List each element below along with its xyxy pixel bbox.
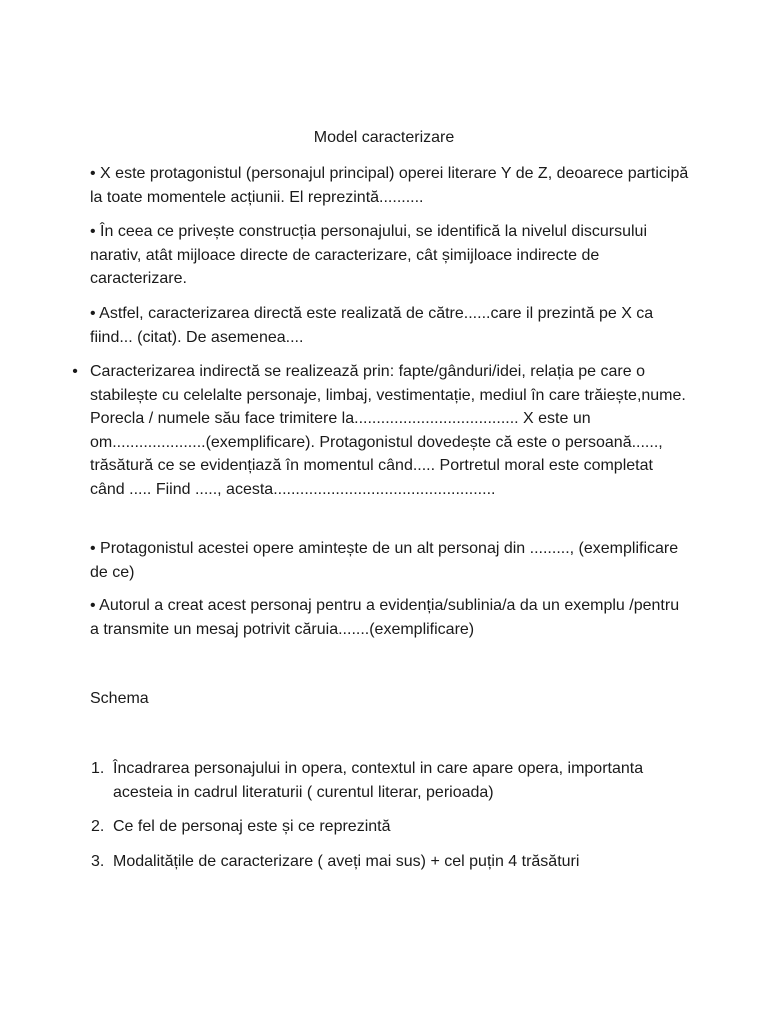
schema-item-text: Încadrarea personajului in opera, contextul in care apare opera, importanta acesteia in cadrul literaturii ( curentul literar, perioada)	[113, 760, 644, 801]
schema-item	[91, 757, 703, 804]
paragraph-direct-characterization: • Astfel, caracterizarea directă este realizată de către......care il prezintă pe X ca fiind... (citat). De asemenea....	[90, 305, 654, 346]
schema-heading: Schema	[90, 690, 149, 707]
paragraph-indirect-characterization: Caracterizarea indirectă se realizează prin: fapte/gânduri/idei, relația pe care o stabilește cu celelalte personaje, limbaj, vestimentație, mediul în care trăiește,nume. Porecla / numele său face trimitere la..................................... X este un om.....................(exemplificare). Protagonistul dovedește că este o persoană......, trăsătură ce se evidențiază în momentul când..... Portretul moral este completat când ..... Fiind ....., acesta..................................................	[90, 363, 686, 498]
paragraph-protagonist: • X este protagonistul (personajul principal) operei literare Y de Z, deoarece participă la toate momentele acțiunii. El reprezintă..........	[90, 165, 689, 206]
schema-item	[91, 815, 703, 839]
paragraph-author-purpose: • Autorul a creat acest personaj pentru a evidenția/sublinia/a da un exemplu /pentru a transmite un mesaj potrivit căruia.......(exemplificare)	[90, 597, 680, 638]
schema-item	[91, 850, 703, 874]
schema-item-number: 2.	[91, 818, 105, 835]
paragraph-similar-character: • Protagonistul acestei opere amintește de un alt personaj din ........., (exemplificare de ce)	[90, 540, 679, 581]
document-title: Model caracterizare	[313, 129, 455, 146]
paragraph-construction: • În ceea ce privește construcția personajului, se identifică la nivelul discursului narativ, atât mijloace directe de caracterizare, cât șimijloace indirecte de caracterizare.	[90, 223, 647, 287]
schema-item-text: Ce fel de personaj este și ce reprezintă	[113, 818, 391, 835]
list-bullet: •	[72, 363, 78, 380]
schema-item-number: 1.	[91, 760, 105, 777]
schema-item-text: Modalitățile de caracterizare ( aveți mai sus) + cel puțin 4 trăsături	[113, 853, 580, 870]
schema-item-number: 3.	[91, 853, 105, 870]
